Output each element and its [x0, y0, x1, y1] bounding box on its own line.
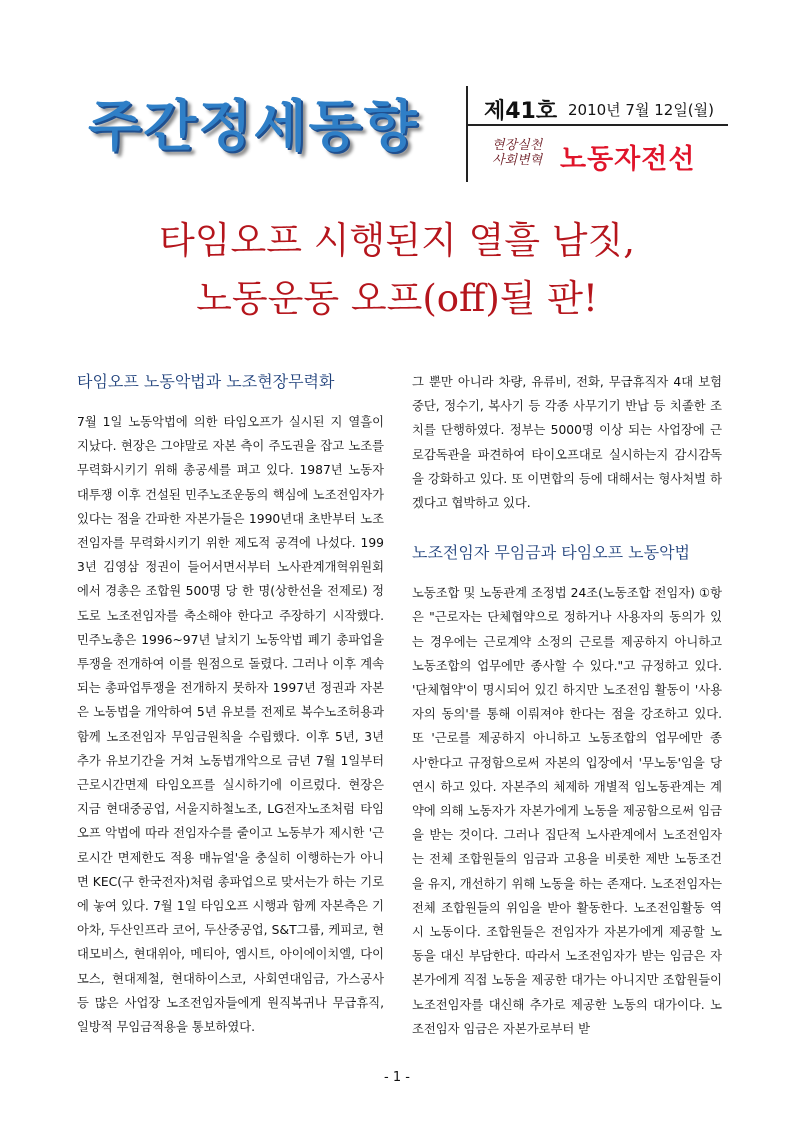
organization-name: 노동자전선 [560, 144, 696, 175]
masthead-divider-vertical [466, 86, 468, 182]
issue-date: 2010년 7월 12일(월) [568, 101, 715, 119]
article-column-right [412, 370, 722, 1041]
article-column-left [77, 370, 384, 1039]
article-paragraph: 노동조합 및 노동관계 조정법 24조(노동조합 전임자) ①항은 "근로자는 단체협약으로 정하거나 사용자의 동의가 있는 경우에는 근로계약 소정의 근로를 제공하지 아니하고 노동조합의 업무에만 종사할 수 있다."고 규정하고 있다. '단체협약'이 명시되어 있긴 하지만 노조전임 활동이 '사용자의 동의'를 통해 이뤄져야 한다는 점을 강조하고 있다. 또 '근로를 제공하지 아니하고 노동조합의 업무에만 종사'한다고 규정함으로써 자본의 입장에서 '무노동'임을 당연시 하고 있다. 자본주의 체제하 개별적 임노동관계는 계약에 의해 노동자가 자본가에게 노동을 제공함으로써 임금을 받는 것이다. 그러나 집단적 노사관계에서 노조전임자는 전체 조합원들의 임금과 고용을 비롯한 제반 노동조건을 유지, 개선하기 위해 노동을 하는 존재다. 노조전임자는 전체 조합원들의 위임을 받아 활동한다. 노조전임활동 역시 노동이다. 조합원들은 전임자가 자본가에게 제공할 노동을 대신 부담한다. 따라서 노조전임자가 받는 임금은 자본가에게 직접 노동을 제공한 대가는 아니지만 조합원들이 노조전임자를 대신해 추가로 제공한 노동의 대가이다. 노조전임자 임금은 자본가로부터 받 [412, 586, 722, 1036]
article-paragraph: 그 뿐만 아니라 차량, 유류비, 전화, 무급휴직자 4대 보험 중단, 정수기, 복사기 등 각종 사무기기 반납 등 치졸한 조치를 단행하였다. 정부는 5000명 이상 되는 사업장에 근로감독관을 파견하여 타이오프대로 실시하는지 감시감독을 강화하고 있다. 또 이면합의 등에 대해서는 형사처벌 하겠다고 협박하고 있다. [412, 375, 722, 511]
newsletter-title: 주간정세동향 [88, 94, 419, 158]
issue-number: 제41호 [484, 99, 558, 124]
headline [0, 212, 794, 328]
page-number: - 1 - [384, 1070, 410, 1085]
slogan-line: 사회변혁 [492, 153, 543, 168]
headline-line: 노동운동 오프(off)될 판! [196, 277, 598, 320]
section-heading: 타임오프 노동악법과 노조현장무력화 [77, 372, 335, 391]
slogan [492, 138, 556, 168]
section-heading: 노조전임자 무임금과 타임오프 노동악법 [412, 543, 691, 563]
headline-line: 타임오프 시행된지 열흘 남짓, [159, 219, 635, 262]
article-paragraph: 7월 1일 노동악법에 의한 타임오프가 실시된 지 열흘이 지났다. 현장은 그야말로 자본 측이 주도권을 잡고 노조를 무력화시키기 위해 총공세를 펴고 있다. 1987년 노동자 대투쟁 이후 건설된 민주노조운동의 핵심에 노조전임자가 있다는 점을 간파한 자본가들은 1990년대 초반부터 노조전임자를 무력화시키기 위한 제도적 공격에 나섰다. 1993년 김영삼 정권이 들어서면서부터 노사관계개혁위원회에서 경총은 조합원 500명 당 한 명(상한선을 전제로) 정도로 노조전임자를 축소해야 한다고 주장하기 시작했다. 민주노총은 1996~97년 날치기 노동악법 폐기 총파업을 투쟁을 전개하여 이를 원점으로 돌렸다. 그러나 이후 계속되는 총파업투쟁을 전개하지 못하자 1997년 정권과 자본은 노동법을 개악하여 5년 유보를 전제로 복수노조허용과 함께 노조전임자 무임금원칙을 수립했다. 이후 5년, 3년 추가 유보기간을 거쳐 노동법개악으로 금년 7월 1일부터 근로시간면제 타임오프를 실시하기에 이르렀다. 현장은 지금 현대중공업, 서울지하철노조, LG전자노조처럼 타임오프 악법에 따라 전임자수를 줄이고 노동부가 제시한 '근로시간 면제한도 적용 매뉴얼'을 충실히 이행하는가 아니면 KEC(구 한국전자)처럼 총파업으로 맞서는가 하는 기로에 놓여 있다. 7월 1일 타임오프 시행과 함께 자본측은 기아차, 두산인프라 코어, 두산중공업, S&T그룹, 케피코, 현대모비스, 현대위아, 메티아, 엠시트, 아이에이치엘, 다이모스, 현대제철, 현대하이스코, 사회연대임금, 가스공사 등 많은 사업장 노조전임자들에게 원직복귀나 무급휴직, 일방적 무임금적용을 통보하였다. [77, 415, 384, 1035]
slogan-line: 현장실천 [492, 138, 543, 153]
